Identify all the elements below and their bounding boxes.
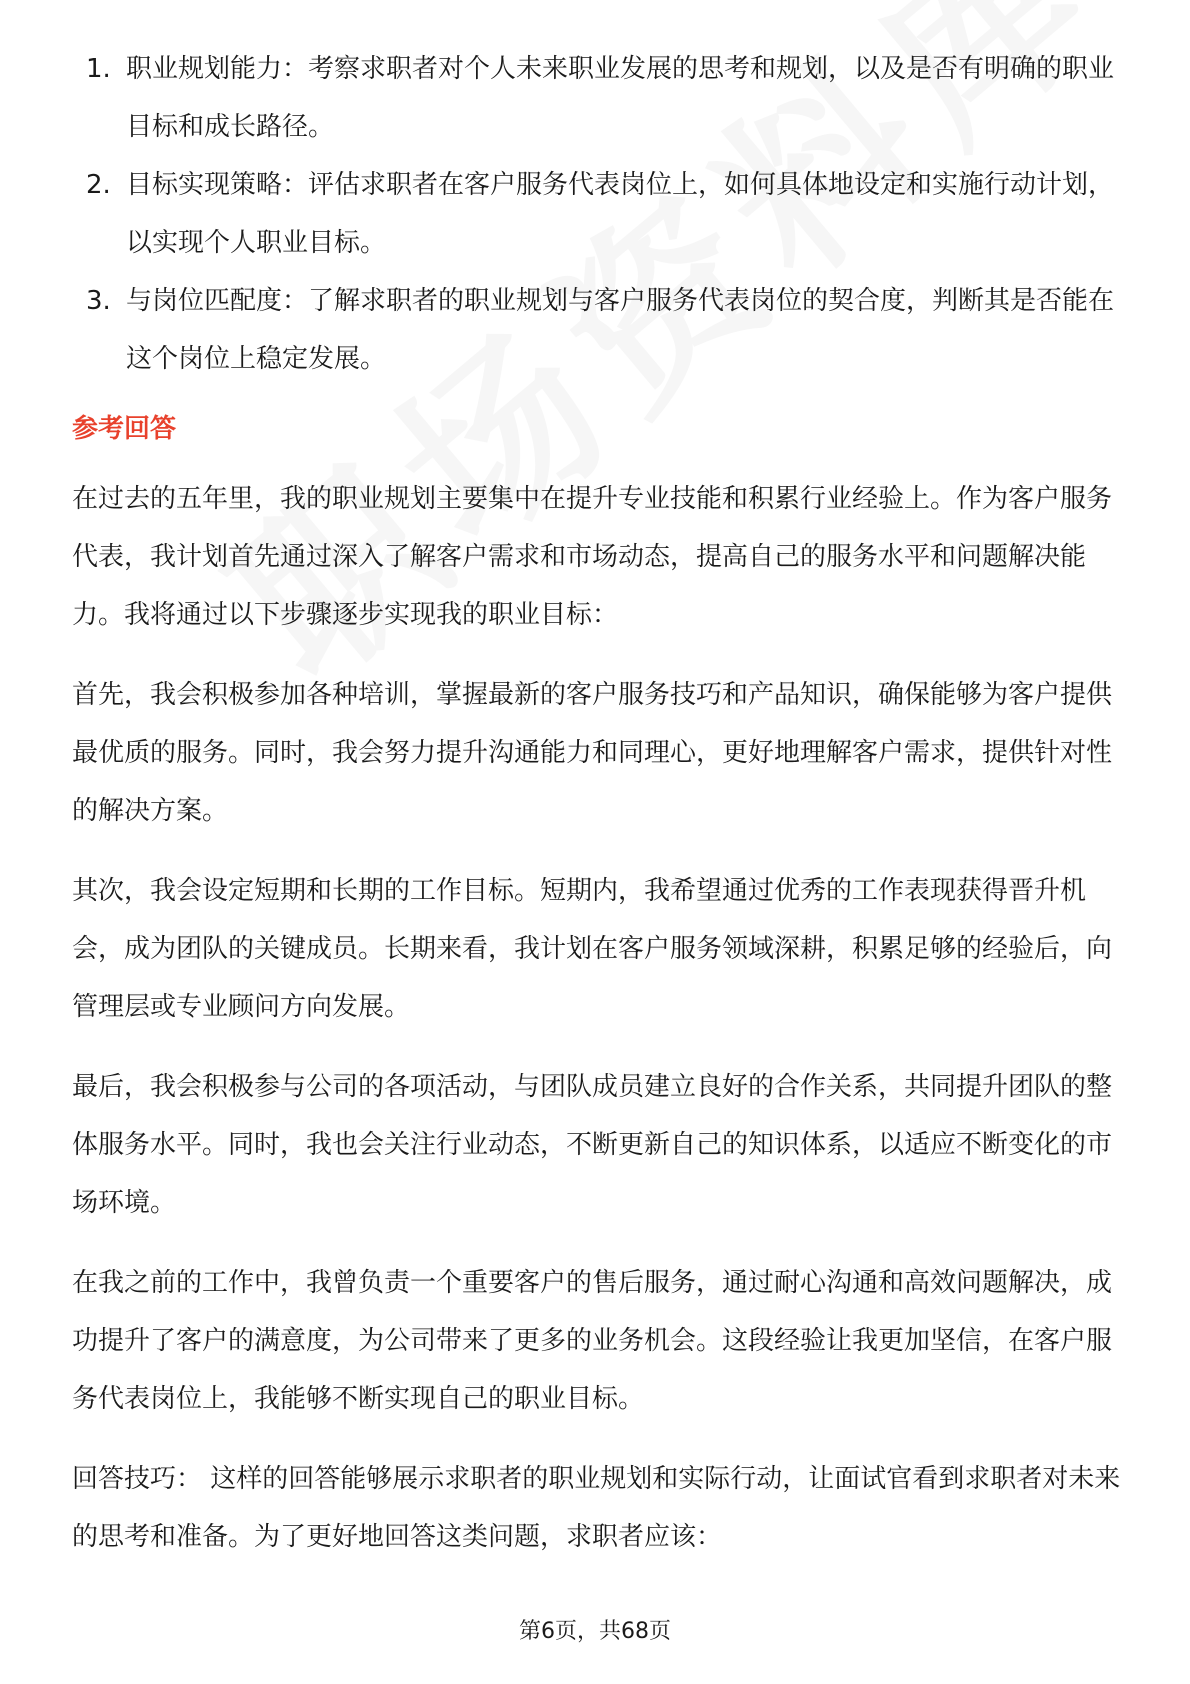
list-item	[72, 272, 1122, 388]
list-item	[72, 40, 1122, 156]
paragraph: 最后，我会积极参与公司的各项活动，与团队成员建立良好的合作关系，共同提升团队的整体服务水平。同时，我也会关注行业动态，不断更新自己的知识体系，以适应不断变化的市场环境。	[72, 1072, 1113, 1218]
list-item-number: 2.	[86, 170, 111, 200]
paragraph: 在过去的五年里，我的职业规划主要集中在提升专业技能和积累行业经验上。作为客户服务代表，我计划首先通过深入了解客户需求和市场动态，提高自己的服务水平和问题解决能力。我将通过以下步骤逐步实现我的职业目标：	[72, 484, 1113, 630]
evaluation-list	[72, 40, 1122, 388]
list-item-number: 3.	[86, 286, 111, 316]
paragraph: 其次，我会设定短期和长期的工作目标。短期内，我希望通过优秀的工作表现获得晋升机会，成为团队的关键成员。长期来看，我计划在客户服务领域深耕，积累足够的经验后，向管理层或专业顾问方向发展。	[72, 876, 1113, 1022]
list-item-text: 目标实现策略：评估求职者在客户服务代表岗位上，如何具体地设定和实施行动计划，以实现个人职业目标。	[126, 170, 1115, 258]
list-item-text: 与岗位匹配度：了解求职者的职业规划与客户服务代表岗位的契合度，判断其是否能在这个岗位上稳定发展。	[126, 286, 1115, 374]
paragraph: 在我之前的工作中，我曾负责一个重要客户的售后服务，通过耐心沟通和高效问题解决，成功提升了客户的满意度，为公司带来了更多的业务机会。这段经验让我更加坚信，在客户服务代表岗位上，我能够不断实现自己的职业目标。	[72, 1268, 1113, 1414]
paragraph: 首先，我会积极参加各种培训，掌握最新的客户服务技巧和产品知识，确保能够为客户提供最优质的服务。同时，我会努力提升沟通能力和同理心，更好地理解客户需求，提供针对性的解决方案。	[72, 680, 1113, 826]
page-number: 第6页，共68页	[519, 1619, 671, 1644]
list-item	[72, 156, 1122, 272]
paragraph: 回答技巧： 这样的回答能够展示求职者的职业规划和实际行动，让面试官看到求职者对未来的思考和准备。为了更好地回答这类问题，求职者应该：	[72, 1464, 1121, 1552]
list-item-number: 1.	[86, 54, 111, 84]
page-content	[72, 40, 1122, 1566]
list-item-text: 职业规划能力：考察求职者对个人未来职业发展的思考和规划，以及是否有明确的职业目标和成长路径。	[126, 54, 1115, 142]
section-title: 参考回答	[72, 414, 177, 444]
